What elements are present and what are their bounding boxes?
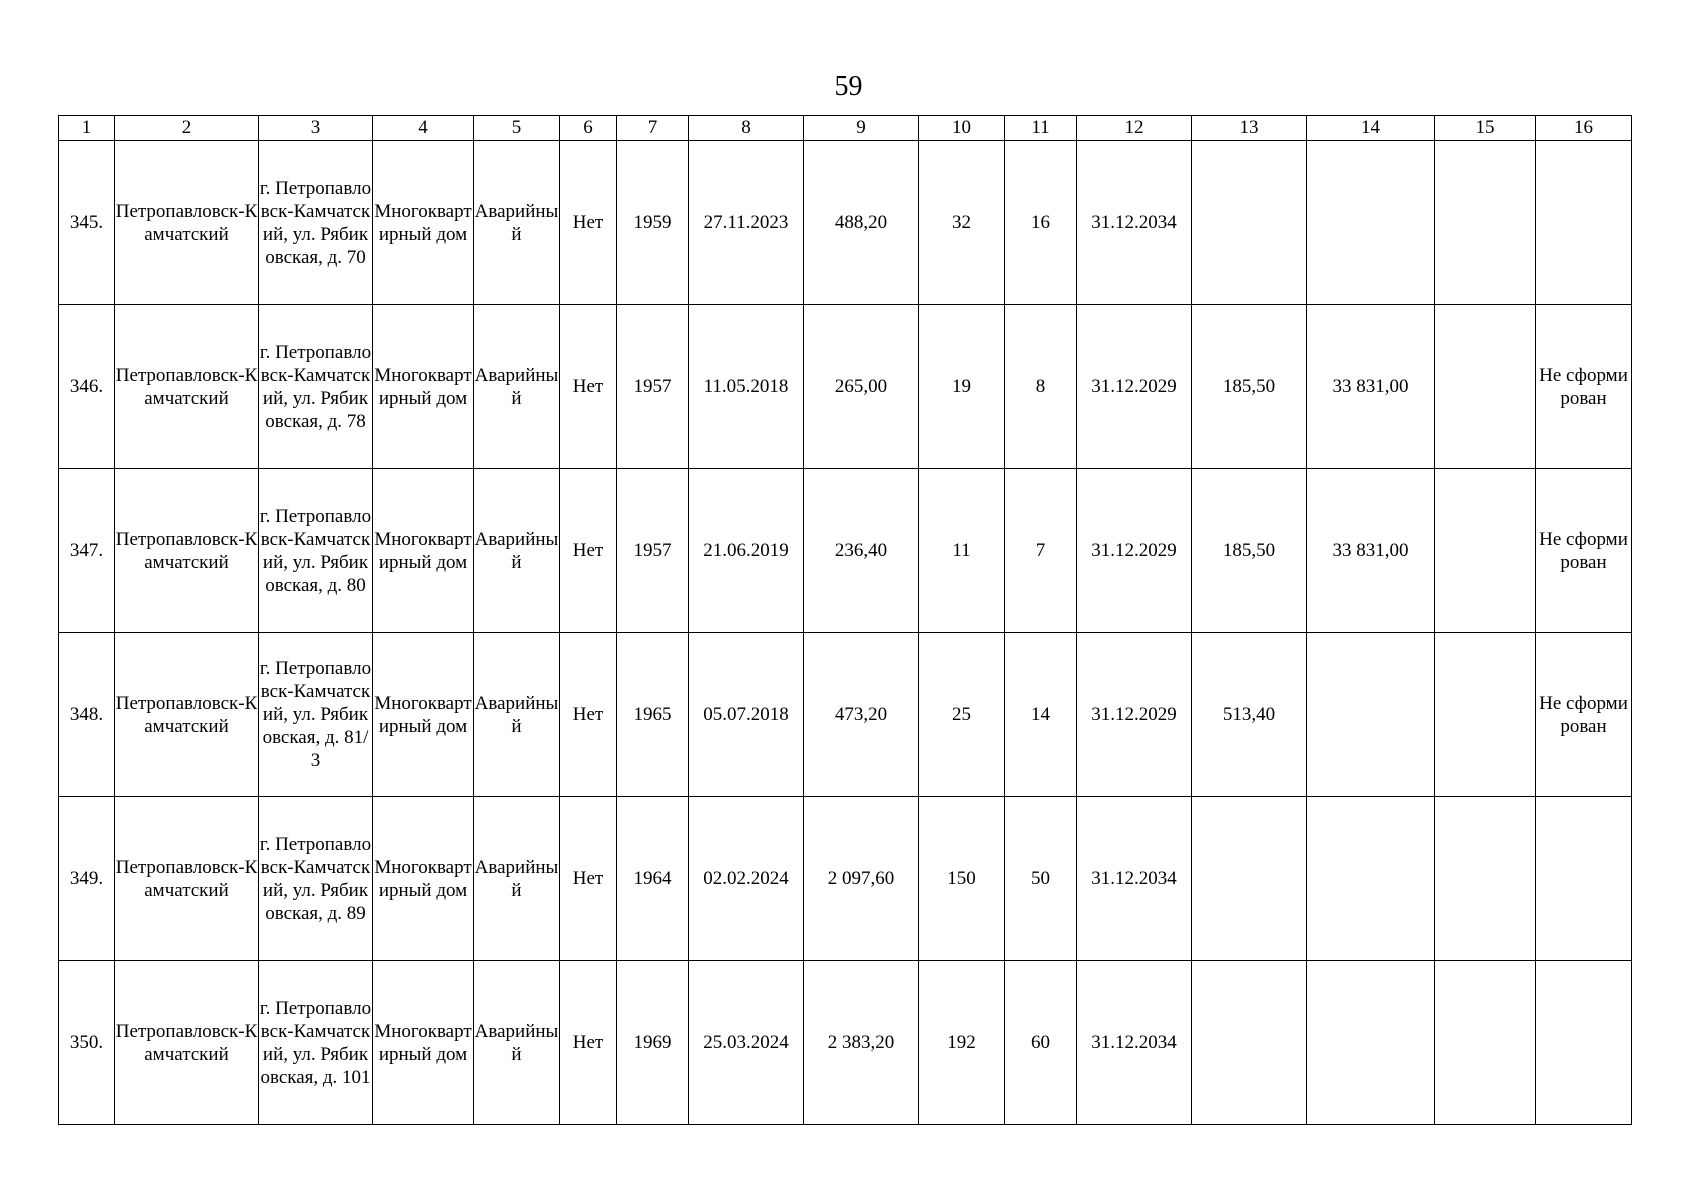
row-number: 348. (59, 633, 115, 797)
column-header: 13 (1192, 116, 1307, 141)
column-header: 16 (1536, 116, 1632, 141)
municipality-cell: Петропавловск-Камчатский (115, 961, 259, 1125)
status-cell: Аварийный (474, 961, 560, 1125)
column-header: 4 (373, 116, 474, 141)
deadline-cell: 31.12.2029 (1077, 633, 1192, 797)
date-cell: 25.03.2024 (689, 961, 804, 1125)
residents-cell: 150 (919, 797, 1005, 961)
flag-cell: Нет (560, 305, 617, 469)
flag-cell: Нет (560, 469, 617, 633)
status-cell: Аварийный (474, 305, 560, 469)
municipality-cell: Петропавловск-Камчатский (115, 141, 259, 305)
units-cell: 8 (1005, 305, 1077, 469)
year-cell: 1969 (617, 961, 689, 1125)
municipality-cell: Петропавловск-Камчатский (115, 633, 259, 797)
column-14-cell: 33 831,00 (1307, 305, 1435, 469)
deadline-cell: 31.12.2034 (1077, 961, 1192, 1125)
year-cell: 1957 (617, 469, 689, 633)
column-header: 12 (1077, 116, 1192, 141)
units-cell: 14 (1005, 633, 1077, 797)
column-15-cell (1435, 305, 1536, 469)
table-row (59, 469, 1632, 633)
area-cell: 473,20 (804, 633, 919, 797)
row-number: 345. (59, 141, 115, 305)
building-type-cell: Многоквартирный дом (373, 961, 474, 1125)
column-15-cell (1435, 469, 1536, 633)
table-row (59, 305, 1632, 469)
units-cell: 16 (1005, 141, 1077, 305)
row-number: 350. (59, 961, 115, 1125)
address-cell: г. Петропавловск-Камчатский, ул. Рябиковская, д. 101 (259, 961, 373, 1125)
column-14-cell: 33 831,00 (1307, 469, 1435, 633)
column-16-cell: Не сформирован (1536, 305, 1632, 469)
flag-cell: Нет (560, 141, 617, 305)
column-header: 10 (919, 116, 1005, 141)
status-cell: Аварийный (474, 797, 560, 961)
date-cell: 05.07.2018 (689, 633, 804, 797)
column-14-cell (1307, 961, 1435, 1125)
date-cell: 21.06.2019 (689, 469, 804, 633)
residents-cell: 25 (919, 633, 1005, 797)
units-cell: 7 (1005, 469, 1077, 633)
units-cell: 60 (1005, 961, 1077, 1125)
column-15-cell (1435, 633, 1536, 797)
flag-cell: Нет (560, 633, 617, 797)
column-13-cell (1192, 141, 1307, 305)
address-cell: г. Петропавловск-Камчатский, ул. Рябиковская, д. 70 (259, 141, 373, 305)
residents-cell: 11 (919, 469, 1005, 633)
deadline-cell: 31.12.2034 (1077, 141, 1192, 305)
year-cell: 1964 (617, 797, 689, 961)
residents-cell: 32 (919, 141, 1005, 305)
row-number: 347. (59, 469, 115, 633)
column-14-cell (1307, 141, 1435, 305)
table-row (59, 797, 1632, 961)
column-15-cell (1435, 141, 1536, 305)
row-number: 349. (59, 797, 115, 961)
date-cell: 11.05.2018 (689, 305, 804, 469)
table-row (59, 141, 1632, 305)
year-cell: 1957 (617, 305, 689, 469)
units-cell: 50 (1005, 797, 1077, 961)
column-header: 8 (689, 116, 804, 141)
building-type-cell: Многоквартирный дом (373, 305, 474, 469)
residents-cell: 19 (919, 305, 1005, 469)
deadline-cell: 31.12.2029 (1077, 305, 1192, 469)
address-cell: г. Петропавловск-Камчатский, ул. Рябиковская, д. 80 (259, 469, 373, 633)
address-cell: г. Петропавловск-Камчатский, ул. Рябиковская, д. 78 (259, 305, 373, 469)
table-row (59, 961, 1632, 1125)
column-13-cell: 513,40 (1192, 633, 1307, 797)
status-cell: Аварийный (474, 633, 560, 797)
column-14-cell (1307, 797, 1435, 961)
building-type-cell: Многоквартирный дом (373, 797, 474, 961)
column-13-cell (1192, 797, 1307, 961)
area-cell: 265,00 (804, 305, 919, 469)
area-cell: 236,40 (804, 469, 919, 633)
year-cell: 1965 (617, 633, 689, 797)
building-type-cell: Многоквартирный дом (373, 141, 474, 305)
column-header: 1 (59, 116, 115, 141)
column-header: 6 (560, 116, 617, 141)
area-cell: 2 383,20 (804, 961, 919, 1125)
table-header-row (59, 116, 1632, 141)
deadline-cell: 31.12.2034 (1077, 797, 1192, 961)
table-row (59, 633, 1632, 797)
column-14-cell (1307, 633, 1435, 797)
column-16-cell (1536, 797, 1632, 961)
column-header: 2 (115, 116, 259, 141)
column-13-cell: 185,50 (1192, 305, 1307, 469)
column-15-cell (1435, 961, 1536, 1125)
address-cell: г. Петропавловск-Камчатский, ул. Рябиковская, д. 89 (259, 797, 373, 961)
column-header: 9 (804, 116, 919, 141)
address-cell: г. Петропавловск-Камчатский, ул. Рябиковская, д. 81/3 (259, 633, 373, 797)
date-cell: 27.11.2023 (689, 141, 804, 305)
column-16-cell: Не сформирован (1536, 469, 1632, 633)
column-15-cell (1435, 797, 1536, 961)
column-header: 14 (1307, 116, 1435, 141)
flag-cell: Нет (560, 797, 617, 961)
column-header: 11 (1005, 116, 1077, 141)
date-cell: 02.02.2024 (689, 797, 804, 961)
status-cell: Аварийный (474, 141, 560, 305)
area-cell: 488,20 (804, 141, 919, 305)
column-13-cell (1192, 961, 1307, 1125)
area-cell: 2 097,60 (804, 797, 919, 961)
column-header: 7 (617, 116, 689, 141)
municipality-cell: Петропавловск-Камчатский (115, 797, 259, 961)
column-header: 3 (259, 116, 373, 141)
housing-registry-table (58, 115, 1632, 1125)
flag-cell: Нет (560, 961, 617, 1125)
page-number: 59 (834, 71, 863, 102)
column-header: 15 (1435, 116, 1536, 141)
municipality-cell: Петропавловск-Камчатский (115, 305, 259, 469)
column-16-cell (1536, 961, 1632, 1125)
municipality-cell: Петропавловск-Камчатский (115, 469, 259, 633)
building-type-cell: Многоквартирный дом (373, 469, 474, 633)
row-number: 346. (59, 305, 115, 469)
building-type-cell: Многоквартирный дом (373, 633, 474, 797)
year-cell: 1959 (617, 141, 689, 305)
status-cell: Аварийный (474, 469, 560, 633)
column-16-cell: Не сформирован (1536, 633, 1632, 797)
column-16-cell (1536, 141, 1632, 305)
column-header: 5 (474, 116, 560, 141)
column-13-cell: 185,50 (1192, 469, 1307, 633)
residents-cell: 192 (919, 961, 1005, 1125)
deadline-cell: 31.12.2029 (1077, 469, 1192, 633)
